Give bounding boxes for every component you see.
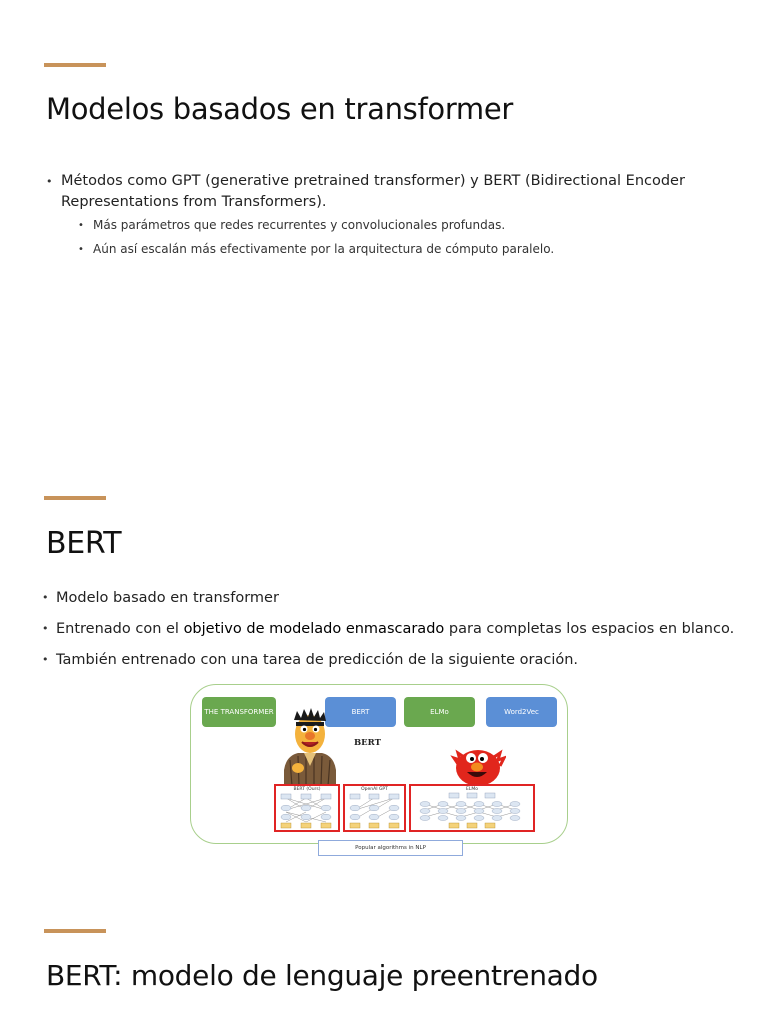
section1-bullets bbox=[46, 171, 686, 265]
panel-label: BERT (Ours) bbox=[293, 787, 321, 792]
bert-character-illustration bbox=[274, 708, 346, 786]
panel-bert-ours bbox=[274, 784, 340, 832]
panel-openai-gpt bbox=[343, 784, 406, 832]
bullet2-keyword: objetivo de modelado enmascarado bbox=[183, 621, 445, 637]
section1-bullet bbox=[46, 171, 686, 258]
figure-caption: Popular algorithms in NLP bbox=[318, 840, 463, 856]
elmo-network-diagram bbox=[411, 786, 533, 830]
bullet2-text-before: Entrenado con el bbox=[56, 621, 184, 637]
section2-bullet-2 bbox=[42, 619, 742, 639]
bert-network-diagram bbox=[276, 786, 338, 830]
accent-bar-1 bbox=[44, 63, 106, 67]
section1-title: Modelos basados en transformer bbox=[46, 92, 514, 126]
bullet2-text-after: para completas los espacios en blanco. bbox=[444, 621, 735, 637]
pill-bert: BERT bbox=[325, 697, 396, 727]
nlp-algorithms-figure bbox=[182, 678, 578, 862]
panel-elmo bbox=[409, 784, 535, 832]
accent-bar-3 bbox=[44, 929, 106, 933]
section2-bullet-3: • También entrenado con una tarea de predicción de la siguiente oración. bbox=[42, 650, 742, 670]
pill-transformer: THE TRANSFORMER bbox=[202, 697, 276, 727]
pill-elmo: ELMo bbox=[404, 697, 475, 727]
elmo-character-illustration bbox=[450, 744, 506, 786]
gpt-network-diagram bbox=[345, 786, 404, 830]
panel-label: ELMo bbox=[466, 787, 478, 792]
section1-subbullets bbox=[77, 217, 686, 258]
pill-word2vec: Word2Vec bbox=[486, 697, 557, 727]
panel-label: OpenAI GPT bbox=[361, 787, 388, 792]
section3-title: BERT: modelo de lenguaje preentrenado bbox=[46, 959, 598, 992]
accent-bar-2 bbox=[44, 496, 106, 500]
section2-bullets bbox=[42, 588, 742, 681]
section1-subbullet: • Más parámetros que redes recurrentes y convolucionales profundas. bbox=[77, 217, 686, 234]
section2-title: BERT bbox=[46, 526, 122, 561]
section1-bullet-text: Métodos como GPT (generative pretrained transformer) y BERT (Bidirectional Encoder Representations from Transformers). bbox=[61, 173, 685, 210]
figure-center-label: BERT bbox=[354, 738, 381, 748]
section2-bullet-1: • Modelo basado en transformer bbox=[42, 588, 742, 608]
section1-subbullet: • Aún así escalán más efectivamente por la arquitectura de cómputo paralelo. bbox=[77, 241, 686, 258]
